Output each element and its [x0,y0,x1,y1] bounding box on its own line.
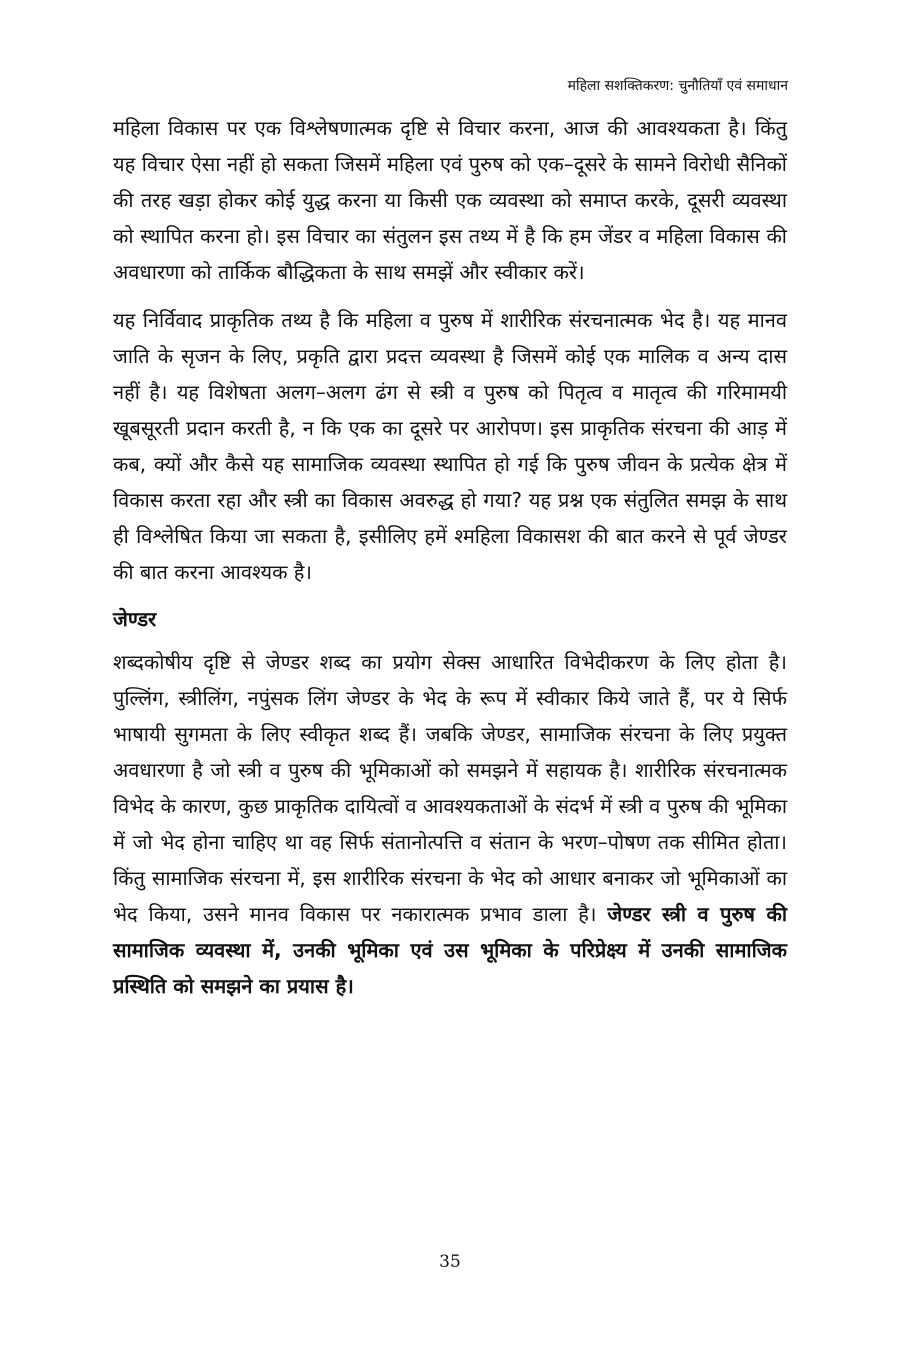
paragraph-1: महिला विकास पर एक विश्लेषणात्मक दृष्टि से विचार करना, आज की आवश्यकता है। किंतु यह विचार ऐसा नहीं हो सकता जिसमें महिला एवं पुरुष को एक–दूसरे के सामने विरोधी सैनिकों की तरह खड़ा होकर कोई युद्ध करना या किसी एक व्यवस्था को समाप्त करके, दूसरी व्यवस्था को स्थापित करना हो। इस विचार का संतुलन इस तथ्य में है कि हम जेंडर व महिला विकास की अवधारणा को तार्किक बौद्धिकता के साथ समझें और स्वीकार करें। [113,116,787,284]
paragraph-3 [113,644,787,1004]
paragraph-3-text: शब्दकोषीय दृष्टि से जेण्डर शब्द का प्रयोग सेक्स आधारित विभेदीकरण के लिए होता है। पुल्लिंग, स्त्रीलिंग, नपुंसक लिंग जेण्डर के भेद के रूप में स्वीकार किये जाते हैं, पर ये सिर्फ भाषायी सुगमता के लिए स्वीकृत शब्द हैं। जबकि जेण्डर, सामाजिक संरचना के लिए प्रयुक्त अवधारणा है जो स्त्री व पुरुष की भूमिकाओं को समझने में सहायक है। शारीरिक संरचनात्मक विभेद के कारण, कुछ प्राकृतिक दायित्वों व आवश्यकताओं के संदर्भ में स्त्री व पुरुष की भूमिका में जो भेद होना चाहिए था वह सिर्फ संतानोत्पत्ति व संतान के भरण–पोषण तक सीमित होता। किंतु सामाजिक संरचना में, इस शारीरिक संरचना के भेद को आधार बनाकर जो भूमिकाओं का भेद किया, उसने मानव विकास पर नकारात्मक प्रभाव डाला है। [113,650,787,926]
page-number: 35 [439,1252,461,1272]
running-header: महिला सशक्तिकरण: चुनौतियाँ एवं समाधान [567,78,788,94]
page-content [113,110,787,1016]
section-heading: जेण्डर [113,607,157,631]
paragraph-3-bold-text: जेण्डर स्त्री व पुरुष की सामाजिक व्यवस्था में, उनकी भूमिका एवं उस भूमिका के परिप्रेक्ष्य में उनकी सामाजिक प्रस्थिति को समझने का प्रयास है। [113,902,787,998]
paragraph-2: यह निर्विवाद प्राकृतिक तथ्य है कि महिला व पुरुष में शारीरिक संरचनात्मक भेद है। यह मानव जाति के सृजन के लिए, प्रकृति द्वारा प्रदत्त व्यवस्था है जिसमें कोई एक मालिक व अन्य दास नहीं है। यह विशेषता अलग–अलग ढंग से स्त्री व पुरुष को पितृत्व व मातृत्व की गरिमामयी खूबसूरती प्रदान करती है, न कि एक का दूसरे पर आरोपण। इस प्राकृतिक संरचना की आड़ में कब, क्यों और कैसे यह सामाजिक व्यवस्था स्थापित हो गई कि पुरुष जीवन के प्रत्येक क्षेत्र में विकास करता रहा और स्त्री का विकास अवरुद्ध हो गया? यह प्रश्न एक संतुलित समझ के साथ ही विश्लेषित किया जा सकता है, इसीलिए हमें श्महिला विकासश की बात करने से पूर्व जेण्डर की बात करना आवश्यक है। [113,308,787,584]
